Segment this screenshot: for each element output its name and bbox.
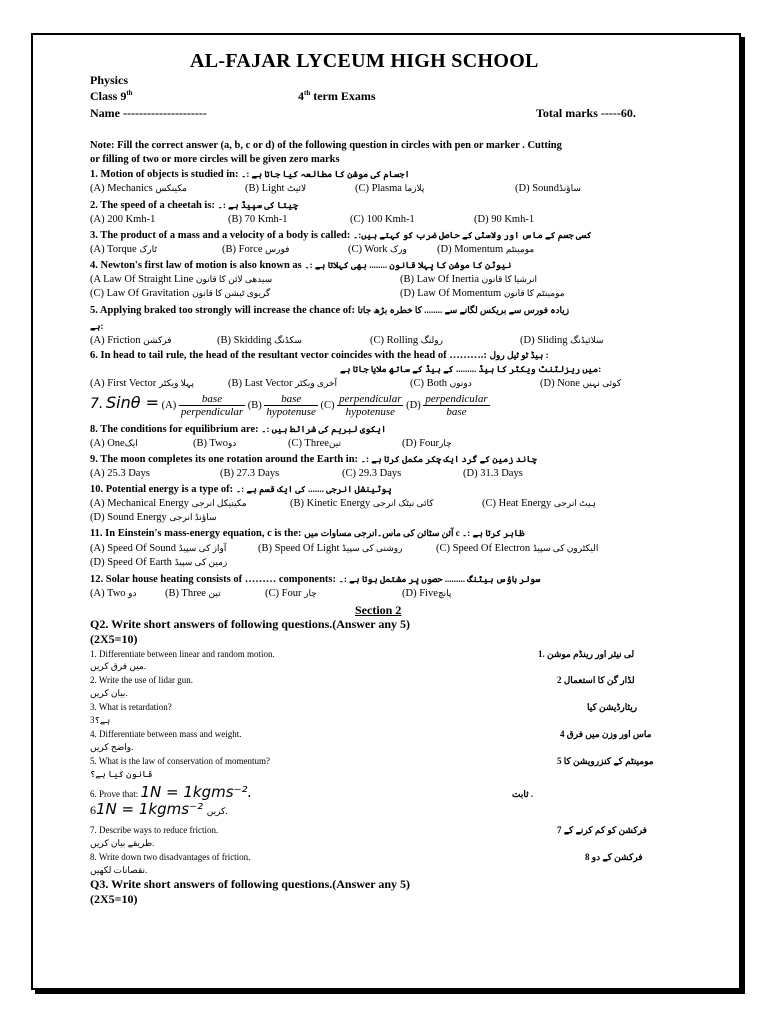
sq5-ur: مومینٹم کے کنزرویشن کا 5 bbox=[557, 756, 654, 766]
q10-a: (A) Mechanical Energy bbox=[90, 498, 189, 509]
q1-text bbox=[90, 169, 410, 180]
q7-d-label: (D) bbox=[406, 400, 421, 411]
q11-c-urdu: الیکٹرون کی سپیڈ bbox=[532, 543, 599, 553]
q10-option-c[interactable] bbox=[482, 498, 596, 509]
q12-c-urdu: چار bbox=[304, 588, 317, 598]
q1-urdu: اجسام کی موشن کا مطالعہ کیا جاتا ہے :۔ bbox=[241, 169, 410, 179]
q8-c: (C) Three bbox=[288, 438, 329, 449]
q4-a-urdu: سیدھی لائن کا قانون bbox=[195, 274, 273, 284]
sq8-en: 8. Write down two disadvantages of friction. bbox=[90, 852, 251, 862]
q6-c-urdu: دونوں bbox=[449, 378, 472, 388]
q5-text bbox=[90, 305, 569, 316]
q8-option-d[interactable] bbox=[402, 438, 452, 449]
q8-en: 8. The conditions for equilibrium are: bbox=[90, 424, 259, 435]
q10-d: (D) Sound Energy bbox=[90, 512, 167, 523]
q7-a-den: perpendicular bbox=[180, 406, 244, 419]
q1-d: (D) Sound bbox=[515, 183, 560, 194]
q4-b: (B) Law Of Inertia bbox=[400, 274, 480, 285]
q7-c-num: perpendicular bbox=[339, 393, 402, 406]
q4-d: (D) Law Of Momentum bbox=[400, 288, 502, 299]
q7-option-c[interactable] bbox=[337, 393, 403, 418]
note-line2: or filling of two or more circles will be given zero marks bbox=[90, 154, 340, 165]
q5-d: (D) Sliding bbox=[520, 335, 568, 346]
q5-option-c[interactable] bbox=[370, 335, 443, 346]
sq2-en: 2. Write the use of lidar gun. bbox=[90, 675, 193, 685]
subject: Physics bbox=[90, 73, 129, 87]
q10-text bbox=[90, 484, 392, 495]
q8-c-urdu: تین bbox=[328, 438, 341, 448]
q8-b-urdu: دو bbox=[227, 438, 237, 448]
q11-b: (B) Speed Of Light bbox=[258, 543, 340, 554]
q2-option-c[interactable]: (C) 100 Kmh-1 bbox=[350, 214, 415, 225]
name-field: Name --------------------- bbox=[90, 106, 207, 120]
q11-d-urdu: زمین کی سپیڈ bbox=[174, 557, 228, 567]
q10-option-a[interactable] bbox=[90, 498, 247, 509]
q2-urdu: چیتا کی سپیڈ ہے :۔ bbox=[217, 200, 299, 210]
q12-a-urdu: دو bbox=[128, 588, 137, 598]
school-title: AL-FAJAR LYCEUM HIGH SCHOOL bbox=[190, 50, 539, 72]
q2-option-d[interactable]: (D) 90 Kmh-1 bbox=[474, 214, 535, 225]
q9-option-d[interactable]: (D) 31.3 Days bbox=[463, 468, 523, 479]
q4-option-c[interactable] bbox=[90, 288, 270, 299]
q9-option-b[interactable]: (B) 27.3 Days bbox=[220, 468, 280, 479]
q3-d: (D) Momentum bbox=[437, 244, 504, 255]
q12-c: (C) Four bbox=[265, 588, 302, 599]
q3-option-c[interactable] bbox=[348, 244, 407, 255]
q11-option-d[interactable] bbox=[90, 557, 227, 568]
q1-c-urdu: پلازما bbox=[404, 183, 425, 193]
q3-d-urdu: مومینٹم bbox=[505, 244, 535, 254]
q7-option-b[interactable] bbox=[264, 393, 317, 418]
term-sup: th bbox=[304, 89, 311, 97]
q10-b: (B) Kinetic Energy bbox=[290, 498, 371, 509]
sq7-ur2: طریقے بیان کریں. bbox=[90, 838, 155, 848]
q12-option-a[interactable] bbox=[90, 588, 137, 599]
sq6-num: 6 bbox=[90, 803, 96, 817]
q5-d-urdu: سلائیڈنگ bbox=[570, 335, 604, 345]
q5-option-b[interactable] bbox=[217, 335, 302, 346]
section-2-heading: Section 2 bbox=[355, 603, 402, 617]
q10-c-urdu: ہیٹ انرجی bbox=[553, 498, 596, 508]
sq6-en: 6. Prove that: bbox=[90, 789, 139, 799]
q1-b: (B) Light bbox=[245, 183, 285, 194]
q6-text bbox=[90, 350, 549, 361]
total-marks: Total marks -----60. bbox=[536, 106, 636, 120]
q1-a-urdu: مکینکس bbox=[155, 183, 187, 193]
sq6-row bbox=[90, 783, 252, 801]
sq6-row2 bbox=[90, 800, 228, 819]
q12-en: 12. Solar house heating consists of ……… components: bbox=[90, 574, 336, 585]
q4-text bbox=[90, 260, 511, 271]
term-text: term Exams bbox=[310, 89, 376, 103]
q12-option-c[interactable] bbox=[265, 588, 317, 599]
q10-c: (C) Heat Energy bbox=[482, 498, 552, 509]
sq8-ur2: نقصانات لکھیں. bbox=[90, 865, 148, 875]
q3-c: (C) Work bbox=[348, 244, 388, 255]
q6-option-c[interactable] bbox=[410, 378, 472, 389]
q9-option-c[interactable]: (C) 29.3 Days bbox=[342, 468, 402, 479]
q3sec-marks: (2X5=10) bbox=[90, 892, 138, 906]
q9-en: 9. The moon completes its one rotation around the Earth in: bbox=[90, 454, 359, 465]
q4-option-b[interactable] bbox=[400, 274, 537, 285]
q3sec-title: Q3. Write short answers of following questions.(Answer any 5) bbox=[90, 877, 411, 891]
q1-option-b[interactable] bbox=[245, 183, 306, 194]
q7-b-den: hypotenuse bbox=[266, 406, 316, 419]
q12-text bbox=[90, 574, 540, 585]
q6-option-d[interactable] bbox=[540, 378, 621, 389]
q10-urdu: پوٹینشل انرجی ....... کی ایک قسم ہے :۔ bbox=[235, 484, 392, 494]
q12-d-urdu: پانچ bbox=[437, 588, 452, 598]
q5-c-urdu: رولنگ bbox=[420, 335, 443, 345]
q5-b-urdu: سکڈنگ bbox=[274, 335, 302, 345]
q6-d-urdu: کوئی نہیں bbox=[582, 378, 622, 388]
q11-urdu: آئن سٹائن کی ماس۔انرجی مساوات میں c ظاہر کرتا ہے :۔ bbox=[304, 528, 525, 538]
q12-d: (D) Five bbox=[402, 588, 438, 599]
q3-c-urdu: ورک bbox=[390, 244, 407, 254]
sq6-math2: 1N = 1kgms⁻² bbox=[96, 800, 203, 818]
sq8-ur: فرکشن کے دو 8 bbox=[585, 852, 643, 862]
q8-urdu: ایکوی لبریم کی شرائط ہیں :۔ bbox=[261, 424, 387, 434]
q5-a-urdu: فرکشن bbox=[143, 335, 172, 345]
q7-expr: Sinθ = bbox=[105, 393, 160, 412]
q5-c: (C) Rolling bbox=[370, 335, 419, 346]
class-label bbox=[90, 89, 133, 104]
q10-en: 10. Potential energy is a type of: bbox=[90, 484, 234, 495]
q8-text bbox=[90, 424, 386, 435]
q7-label: 7. bbox=[90, 396, 104, 412]
q5-b: (B) Skidding bbox=[217, 335, 272, 346]
q4-option-a[interactable] bbox=[90, 274, 272, 285]
q8-option-b[interactable] bbox=[193, 438, 236, 449]
q1-b-urdu: لائیٹ bbox=[287, 183, 307, 193]
q3-option-a[interactable] bbox=[90, 244, 157, 255]
q8-option-c[interactable] bbox=[288, 438, 341, 449]
q11-option-c[interactable] bbox=[436, 543, 598, 554]
q4-en: 4. Newton's first law of motion is also known as bbox=[90, 260, 302, 271]
q7-c-label: (C) bbox=[320, 400, 335, 411]
q1-option-c[interactable] bbox=[355, 183, 424, 194]
q1-a: (A) Mechanics bbox=[90, 183, 153, 194]
q7-b-label: (B) bbox=[247, 400, 262, 411]
q3-option-b[interactable] bbox=[222, 244, 289, 255]
q8-d-urdu: چار bbox=[439, 438, 452, 448]
q11-option-a[interactable] bbox=[90, 543, 226, 554]
q7-c-den: hypotenuse bbox=[345, 406, 396, 419]
q10-b-urdu: کائی نیٹک انرجی bbox=[372, 498, 434, 508]
sq7-en: 7. Describe ways to reduce friction. bbox=[90, 825, 219, 835]
q4-b-urdu: انرشیا کا قانون bbox=[481, 274, 537, 284]
q3-text bbox=[90, 230, 592, 241]
q8-a: (A) One bbox=[90, 438, 125, 449]
sq1-ur2: میں فرق کریں. bbox=[90, 661, 146, 671]
q2-en: 2. The speed of a cheetah is: bbox=[90, 200, 215, 211]
q12-a: (A) Two bbox=[90, 588, 126, 599]
q12-urdu: سولر ہاؤس ہیٹنگ ......... حصوں پر مشتمل ہوتا ہے :۔ bbox=[338, 574, 541, 584]
q5-urdu: زیادہ فورس سے بریکس لگانے سے ........ کا خطرہ بڑھ جاتا bbox=[357, 305, 570, 315]
q4-urdu: نیوٹن کا موشن کا پہلا قانون ........ بھی کہلاتا ہے :۔ bbox=[304, 260, 512, 270]
q1-option-a[interactable] bbox=[90, 183, 187, 194]
q6-urdu2: میں ریزلٹنٹ ویکٹر کا ہیڈ ......... کے ہیڈ کے ساتھ ملایا جاتا ہے: bbox=[340, 364, 602, 374]
q6-d: (D) None bbox=[540, 378, 580, 389]
q1-en: 1. Motion of objects is studied in: bbox=[90, 169, 239, 180]
q4-a: (A Law Of Straight Line bbox=[90, 274, 194, 285]
q6-option-b[interactable] bbox=[228, 378, 337, 389]
q11-text bbox=[90, 528, 525, 539]
q2sec-marks: (2X5=10) bbox=[90, 632, 138, 646]
q6-b: (B) Last Vector bbox=[228, 378, 293, 389]
sq1-en: 1. Differentiate between linear and random motion. bbox=[90, 649, 275, 659]
q10-d-urdu: ساؤنڈ انرجی bbox=[169, 512, 217, 522]
q6-option-a[interactable] bbox=[90, 378, 194, 389]
class-sup: th bbox=[126, 89, 133, 97]
q3-option-d[interactable] bbox=[437, 244, 534, 255]
q6-b-urdu: آخری ویکٹر bbox=[295, 378, 337, 388]
q6-c: (C) Both bbox=[410, 378, 448, 389]
sq2-ur2: بیان کریں. bbox=[90, 688, 128, 698]
q1-option-d[interactable] bbox=[515, 183, 581, 194]
note-line1: Note: Fill the correct answer (a, b, c or d) of the following question in circles with pen or marker . Cutting bbox=[90, 140, 562, 151]
q7-a-label: (A) bbox=[161, 400, 177, 411]
sq4-ur: ماس اور وزن میں فرق 4 bbox=[560, 729, 652, 739]
q9-text bbox=[90, 454, 537, 465]
q12-b-urdu: تین bbox=[208, 588, 221, 598]
q7-row bbox=[90, 393, 490, 418]
sq3-ur: ریٹارڈیشن کیا bbox=[587, 702, 638, 712]
q7-d-den: base bbox=[446, 406, 467, 419]
q5-a: (A) Friction bbox=[90, 335, 141, 346]
q8-b: (B) Two bbox=[193, 438, 228, 449]
q6-a: (A) First Vector bbox=[90, 378, 157, 389]
q8-d: (D) Four bbox=[402, 438, 440, 449]
q12-b: (B) Three bbox=[165, 588, 206, 599]
q7-option-d[interactable] bbox=[423, 393, 489, 418]
q7-b-num: base bbox=[264, 393, 317, 406]
q7-option-a[interactable] bbox=[179, 393, 245, 418]
q2sec-title: Q2. Write short answers of following questions.(Answer any 5) bbox=[90, 617, 411, 631]
sq7-ur: فرکشن کو کم کرنے کے 7 bbox=[557, 825, 647, 835]
q3-urdu: کسی جسم کے ماس اور ولاسٹی کے حاصل ضرب کو کہتے ہیں:۔ bbox=[353, 230, 592, 240]
q2-option-a[interactable]: (A) 200 Kmh-1 bbox=[90, 214, 156, 225]
q3-a-urdu: ٹارک bbox=[139, 244, 157, 254]
sq5-en: 5. What is the law of conservation of momentum? bbox=[90, 756, 271, 766]
class-text: Class 9 bbox=[90, 89, 127, 103]
sq1-ur: لی نیئر اور رینڈم موشن .1 bbox=[538, 649, 635, 659]
q11-d: (D) Speed Of Earth bbox=[90, 557, 172, 568]
q11-b-urdu: روشنی کی سپیڈ bbox=[342, 543, 403, 553]
q10-a-urdu: مکینیکل انرجی bbox=[191, 498, 247, 508]
q8-option-a[interactable] bbox=[90, 438, 138, 449]
q4-option-d[interactable] bbox=[400, 288, 565, 299]
sq3-en: 3. What is retardation? bbox=[90, 702, 172, 712]
q11-a-urdu: آواز کی سپیڈ bbox=[178, 543, 227, 553]
q2-option-b[interactable]: (B) 70 Kmh-1 bbox=[228, 214, 288, 225]
q3-b-urdu: فورس bbox=[265, 244, 290, 254]
q3-b: (B) Force bbox=[222, 244, 263, 255]
sq6-ur: ثابت . bbox=[512, 789, 534, 799]
q12-option-b[interactable] bbox=[165, 588, 221, 599]
q11-option-b[interactable] bbox=[258, 543, 402, 554]
q4-d-urdu: مومینٹم کا قانون bbox=[503, 288, 565, 298]
sq5-ur2: قانون کیا ہے؟ bbox=[90, 769, 153, 779]
sq2-ur: لڈار گن کا استعمال 2 bbox=[557, 675, 635, 685]
q11-c: (C) Speed Of Electron bbox=[436, 543, 531, 554]
q5-urdu2: ہے: bbox=[90, 321, 104, 331]
q5-option-a[interactable] bbox=[90, 335, 172, 346]
sq4-ur2: واضح کریں. bbox=[90, 742, 134, 752]
q9-option-a[interactable]: (A) 25.3 Days bbox=[90, 468, 150, 479]
q11-a: (A) Speed Of Sound bbox=[90, 543, 177, 554]
q1-c: (C) Plasma bbox=[355, 183, 402, 194]
q2-text bbox=[90, 200, 298, 211]
term-num: 4 bbox=[298, 89, 304, 103]
q10-option-b[interactable] bbox=[290, 498, 433, 509]
q7-a-num: base bbox=[179, 393, 245, 406]
q8-a-urdu: ایک bbox=[124, 438, 138, 448]
q5-en: 5. Applying braked too strongly will increase the chance of: bbox=[90, 305, 356, 316]
q6-a-urdu: پہلا ویکٹر bbox=[158, 378, 194, 388]
sq3-ur2: ہے؟3 bbox=[90, 715, 111, 725]
q11-en: 11. In Einstein's mass-energy equation, c is the: bbox=[90, 528, 302, 539]
q7-d-num: perpendicular bbox=[425, 393, 488, 406]
sq4-en: 4. Differentiate between mass and weight. bbox=[90, 729, 242, 739]
q4-c-urdu: گریوی ٹیشن کا قانون bbox=[192, 288, 271, 298]
q10-option-d[interactable] bbox=[90, 512, 217, 523]
sq6-ur2: کریں. bbox=[206, 806, 228, 816]
q3-a: (A) Torque bbox=[90, 244, 137, 255]
q4-c: (C) Law Of Gravitation bbox=[90, 288, 190, 299]
q9-urdu: چاند زمین کے گرد ایک چکر مکمل کرتا ہے :۔ bbox=[360, 454, 537, 464]
term-label bbox=[298, 89, 376, 104]
q3-en: 3. The product of a mass and a velocity of a body is called: bbox=[90, 230, 351, 241]
q6-urdu: ہیڈ ٹو ٹیل رول : bbox=[489, 350, 549, 360]
q5-option-d[interactable] bbox=[520, 335, 604, 346]
sq6-math: 1N = 1kgms⁻². bbox=[140, 783, 253, 801]
q1-d-urdu: ساؤنڈ bbox=[559, 183, 581, 193]
q12-option-d[interactable] bbox=[402, 588, 451, 599]
q6-en: 6. In head to tail rule, the head of the resultant vector coincides with the head of ……….: bbox=[90, 350, 487, 361]
